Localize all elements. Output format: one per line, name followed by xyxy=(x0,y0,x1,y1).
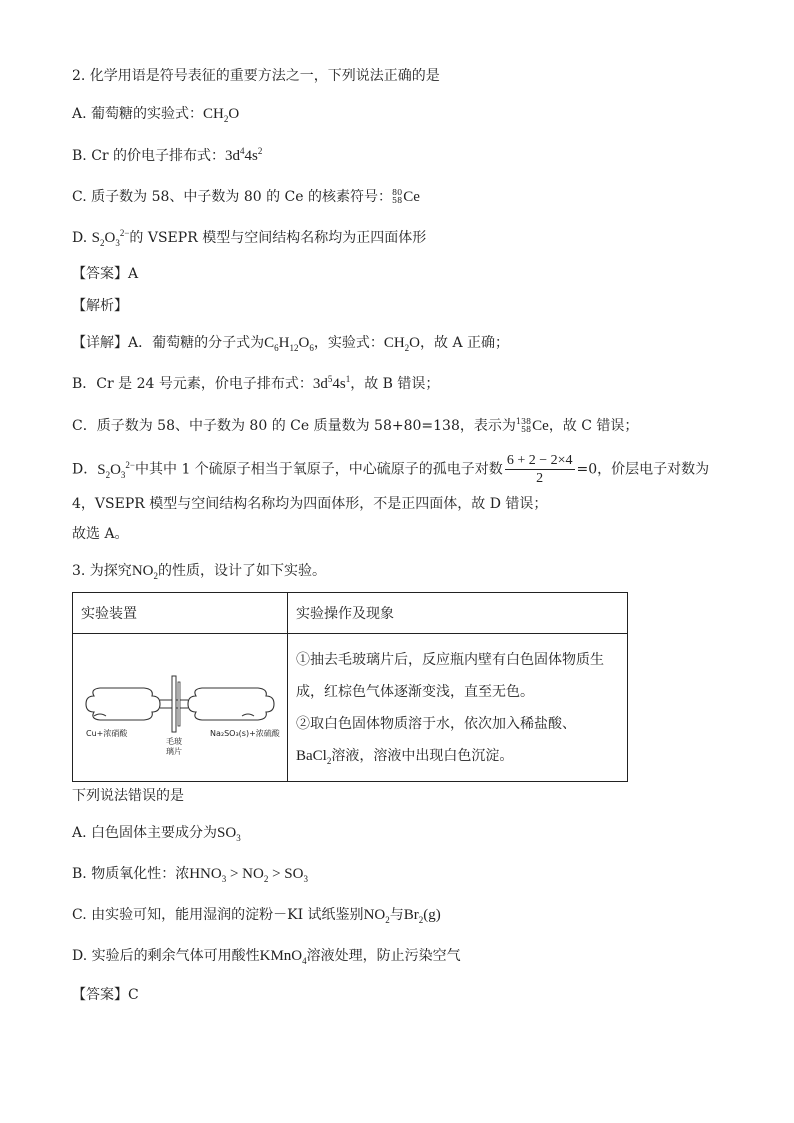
q2-option-d xyxy=(72,228,426,248)
detail-a-part2: ，实验式： xyxy=(313,335,384,351)
oxidizing-order: $HNO_3 > NO_2 > SO_3$ xyxy=(189,866,308,884)
apparatus-diagram xyxy=(74,656,286,756)
detail-b-part1: B．Cr 是 24 号元素，价电子排布式： xyxy=(72,376,313,392)
formula-so3: $SO_3$ xyxy=(217,825,241,843)
detail-d-part2: 中其中 1 个硫原子相当于氧原子，中心硫原子的孤电子对数 xyxy=(135,461,503,478)
formula-kmno4: KMnO$_4$ xyxy=(259,948,307,966)
fraction-numerator: 6 + 2 − 2×4 xyxy=(506,453,573,468)
step2-part1: ②取白色固体物质溶于水，依次加入稀盐酸、 xyxy=(296,716,576,732)
nuclide-index-2 xyxy=(516,418,531,434)
glass-plate-right xyxy=(178,682,180,726)
q2-option-b xyxy=(72,146,262,166)
q2-detail-a xyxy=(72,333,509,353)
atomic-number: 58 xyxy=(392,196,403,205)
table-header-row xyxy=(73,593,628,634)
q2-option-d-label: D. xyxy=(72,230,92,246)
formula-s2o3: $S_2O_3^{2-}$ xyxy=(91,228,130,248)
formula-s2o3-2: $S_2O_3^{2-}$ xyxy=(97,459,135,480)
config-3d4-4s2: $3d^44s^2$ xyxy=(225,146,263,164)
q2-option-c-text: C. 质子数为 58、中子数为 80 的 Ce 的核素符号： xyxy=(72,189,392,205)
q2-option-a-text: A. 葡萄糖的实验式： xyxy=(72,106,204,122)
left-flask xyxy=(86,688,160,720)
label-left-reagent: Cu+浓硝酸 xyxy=(86,728,128,738)
q3-option-a-text: A. 白色固体主要成分为 xyxy=(72,825,218,841)
q2-answer: 【答案】A xyxy=(72,266,139,282)
experiment-table xyxy=(72,592,628,782)
left-reagent xyxy=(94,714,106,716)
detail-a-part1: 【详解】A．葡萄糖的分子式为 xyxy=(72,335,265,351)
detail-d-part3: =0，价层电子对数为 xyxy=(576,461,710,478)
detail-c-part2: ，故 C 错误； xyxy=(548,418,639,434)
label-glass-line2: 璃片 xyxy=(166,746,182,756)
ce-symbol: Ce xyxy=(403,189,420,205)
q3-option-d-text1: D. 实验后的剩余气体可用酸性 xyxy=(72,948,260,964)
config-3d5-4s1: $3d^54s^1$ xyxy=(312,374,351,392)
q2-option-c xyxy=(72,187,420,207)
nuclide-index xyxy=(392,189,402,205)
glass-plate xyxy=(172,676,176,732)
detail-d-part1: D． xyxy=(72,461,98,478)
detail-b-part2: ，故 B 错误； xyxy=(350,376,440,392)
formula-br2g: $Br_2(g)$ xyxy=(403,907,441,925)
q2-option-a xyxy=(72,104,239,124)
formula-c6h12o6: $C_6H_{12}O_6$ xyxy=(264,335,314,353)
lone-pair-fraction xyxy=(505,452,575,487)
q2-analysis: 【解析】 xyxy=(72,298,128,314)
q3-stem-prefix: 3. 为探究 xyxy=(72,563,132,579)
q2-detail-c xyxy=(72,416,638,436)
q2-detail-d-cont: 4，VSEPR 模型与空间结构名称均为四面体形，不是正四面体，故 D 错误； xyxy=(72,496,548,512)
q3-question: 下列说法错误的是 xyxy=(72,788,184,804)
table-body-row xyxy=(73,634,628,782)
header-operation: 实验操作及现象 xyxy=(288,593,628,634)
label-right-reagent: Na₂SO₃(s)+浓硫酸 xyxy=(210,728,280,738)
detail-a-part3: ，故 A 正确； xyxy=(420,335,510,351)
q3-option-c xyxy=(72,905,441,925)
q3-stem-suffix: 的性质，设计了如下实验。 xyxy=(157,563,326,579)
q3-option-c-text2: 与 xyxy=(389,907,404,923)
mass-number: 80 xyxy=(392,188,403,197)
q2-stem: 2. 化学用语是符号表征的重要方法之一，下列说法正确的是 xyxy=(72,68,440,84)
q2-option-d-text: 的 VSEPR 模型与空间结构名称均为正四面体形 xyxy=(129,230,427,246)
right-flask xyxy=(188,688,274,720)
operation-step-2 xyxy=(296,708,619,772)
q2-detail-b xyxy=(72,374,439,394)
apparatus-cell xyxy=(73,634,288,782)
q3-option-d xyxy=(72,946,461,966)
q3-option-c-text1: C. 由实验可知，能用湿润的淀粉－KI 试纸鉴别 xyxy=(72,907,364,923)
q2-option-b-text: B. Cr 的价电子排布式： xyxy=(72,148,226,164)
atomic-number-2: 58 xyxy=(520,425,532,434)
q3-answer: 【答案】C xyxy=(72,987,139,1003)
formula-ch2o-2: $CH_2O$ xyxy=(383,335,421,353)
label-glass-line1: 毛玻 xyxy=(166,736,182,746)
q3-stem xyxy=(72,561,326,581)
q3-option-a xyxy=(72,823,241,843)
formula-bacl2: BaCl$_2$ xyxy=(296,748,332,766)
operation-cell xyxy=(288,634,628,782)
mass-number-2: 138 xyxy=(515,417,532,426)
formula-no2: $NO_2$ xyxy=(131,563,158,581)
formula-ch2o: $CH_2O$ xyxy=(203,106,240,124)
formula-no2-2: $NO_2$ xyxy=(363,907,390,925)
q2-detail-d xyxy=(72,452,709,487)
q3-option-d-text2: 溶液处理，防止污染空气 xyxy=(306,948,461,964)
q2-conclusion: 故选 A。 xyxy=(72,526,129,542)
operation-step-1: ①抽去毛玻璃片后，反应瓶内壁有白色固体物质生成，红棕色气体逐渐变浅，直至无色。 xyxy=(296,652,604,700)
q3-option-b-text: B. 物质氧化性：浓 xyxy=(72,866,190,882)
step2-part2: 溶液，溶液中出现白色沉淀。 xyxy=(331,748,514,764)
right-reagent xyxy=(242,714,254,716)
q3-option-b xyxy=(72,864,308,884)
fraction-denominator: 2 xyxy=(536,471,544,486)
header-apparatus: 实验装置 xyxy=(73,593,288,634)
detail-c-part1: C．质子数为 58、中子数为 80 的 Ce 质量数为 58+80=138，表示为 xyxy=(72,418,516,434)
ce-symbol-2: Ce xyxy=(532,418,549,434)
